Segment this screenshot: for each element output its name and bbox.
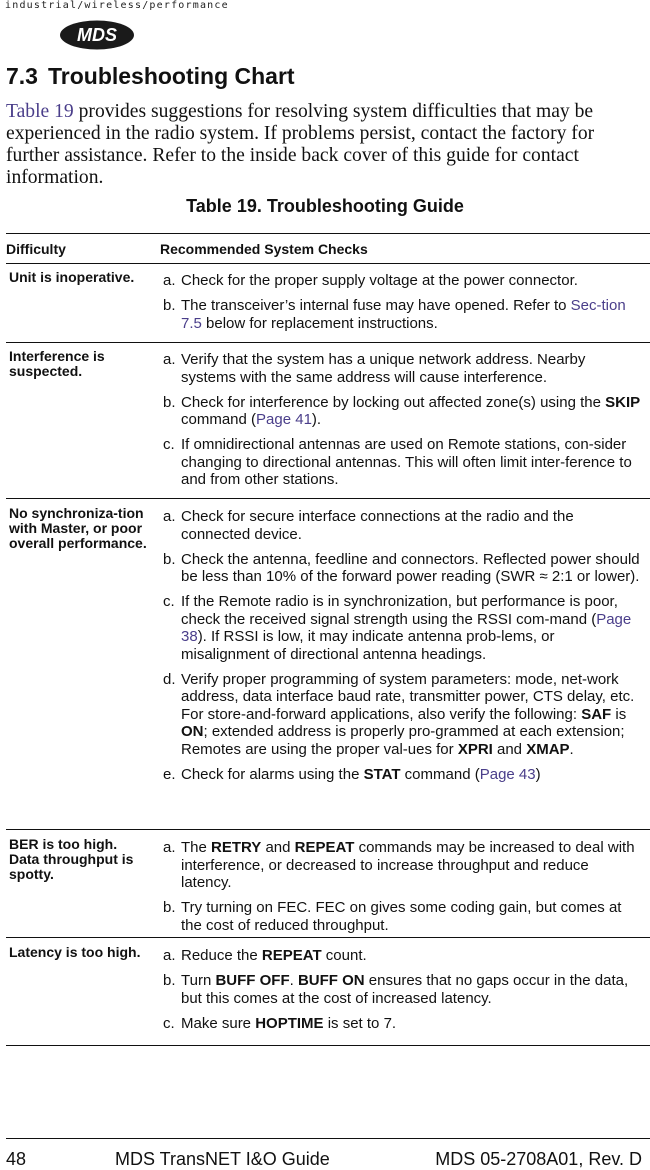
check-item <box>163 671 641 759</box>
checks-list <box>163 947 641 1040</box>
footer-rule <box>6 1138 650 1139</box>
checks-list <box>163 839 641 942</box>
check-text: commands may be increased to deal with interference, or decreased to increase throughput and reduce latency. <box>181 839 635 891</box>
check-text: . <box>569 740 574 758</box>
check-text: command ( <box>181 411 257 428</box>
cross-reference-link[interactable]: Page 43 <box>479 765 536 783</box>
check-item <box>163 394 641 429</box>
table-top-rule <box>6 233 650 234</box>
row-divider <box>6 342 650 343</box>
check-item <box>163 297 641 332</box>
check-marker: b. <box>163 972 176 989</box>
check-text: and <box>261 839 295 856</box>
check-text: Check the antenna, feedline and connectors. Reflected power should be less than 10% of the forward power reading (SWR ≈ 2:1 or lower). <box>181 550 640 585</box>
check-marker: e. <box>163 765 176 783</box>
row-divider <box>6 498 650 499</box>
check-marker: d. <box>163 670 176 688</box>
footer-doc-id: MDS 05-2708A01, Rev. D <box>435 1149 642 1169</box>
check-marker: a. <box>163 351 176 368</box>
table-caption: Table 19. Troubleshooting Guide <box>186 196 464 216</box>
command-name: XPRI <box>457 740 493 758</box>
checks-list <box>163 351 641 496</box>
footer-guide-title: MDS TransNET I&O Guide <box>115 1149 330 1169</box>
check-text: command ( <box>400 765 480 783</box>
check-item <box>163 1015 641 1033</box>
header-checks: Recommended System Checks <box>160 241 368 257</box>
command-name: REPEAT <box>294 839 355 856</box>
check-text: ). If RSSI is low, it may indicate antenna prob-lems, or misalignment of directional antenna headings. <box>181 628 555 663</box>
check-text: ) <box>535 765 541 783</box>
command-name: BUFF OFF <box>215 972 290 989</box>
command-name: STAT <box>363 765 401 783</box>
check-item <box>163 972 641 1007</box>
checks-list <box>163 508 641 791</box>
check-text: Make sure <box>181 1014 256 1032</box>
check-text: Check for alarms using the <box>181 765 364 783</box>
check-text: Check for the proper supply voltage at the power connector. <box>181 272 578 289</box>
command-name: RETRY <box>211 839 262 856</box>
check-marker: a. <box>163 947 176 964</box>
section-number: 7.3 <box>6 63 38 89</box>
check-item <box>163 351 641 386</box>
check-item <box>163 839 641 892</box>
check-text: ). <box>311 411 322 428</box>
check-text: Turn <box>181 972 216 989</box>
cross-reference-link[interactable]: Sec-tion 7.5 <box>181 297 626 332</box>
check-text: Verify proper programming of system parameters: mode, net-work address, data interface baud rate, transmitter power, CTS delay, etc. For store-and-forward applications, also verify the following: <box>181 670 635 723</box>
header-difficulty: Difficulty <box>6 241 66 257</box>
row-divider <box>6 1045 650 1046</box>
check-text: . <box>289 972 298 989</box>
difficulty-cell: Latency is too high. <box>9 944 141 960</box>
check-item <box>163 436 641 489</box>
check-marker: b. <box>163 297 176 314</box>
difficulty-cell: Interference is suspected. <box>9 348 105 379</box>
check-text: is <box>611 705 627 723</box>
check-item <box>163 593 641 663</box>
check-item <box>163 508 641 543</box>
check-text: and <box>492 740 527 758</box>
brand-tagline: industrial/wireless/performance <box>5 0 229 11</box>
row-divider <box>6 937 650 938</box>
check-marker: a. <box>163 272 176 289</box>
check-marker: a. <box>163 508 176 525</box>
check-text: Try turning on FEC. FEC on gives some coding gain, but comes at the cost of reduced throughput. <box>181 899 622 934</box>
row-divider <box>6 829 650 830</box>
check-text: Reduce the <box>181 947 262 964</box>
check-text: is set to 7. <box>323 1014 397 1032</box>
check-text: Check for secure interface connections at the radio and the connected device. <box>181 508 574 543</box>
check-marker: c. <box>163 1014 175 1032</box>
command-name: HOPTIME <box>255 1014 324 1032</box>
check-item <box>163 551 641 586</box>
intro-paragraph <box>6 101 642 189</box>
check-marker: a. <box>163 839 176 856</box>
command-name: XMAP <box>526 740 570 758</box>
cross-reference-link[interactable]: Page 41 <box>256 411 312 428</box>
check-text: below for replacement instructions. <box>201 314 438 332</box>
check-item <box>163 947 641 965</box>
footer-page-number: 48 <box>6 1149 27 1169</box>
check-text: ensures that no gaps occur in the data, but this comes at the cost of increased latency. <box>181 972 629 1007</box>
command-name: ON <box>181 723 204 740</box>
command-name: BUFF ON <box>297 972 365 989</box>
logo-text: MDS <box>77 25 117 45</box>
command-name: SAF <box>581 705 612 723</box>
cross-reference-link[interactable]: Page 38 <box>181 610 632 645</box>
check-text: ; extended address is properly pro-grammed at each extension; Remotes are using the proper val-ues for <box>181 723 625 758</box>
command-name: SKIP <box>605 393 641 411</box>
check-item <box>163 766 641 784</box>
check-item <box>163 899 641 934</box>
header-rule <box>6 263 650 264</box>
check-text: Verify that the system has a unique network address. Nearby systems with the same address will cause interference. <box>181 351 586 386</box>
difficulty-cell: BER is too high. Data throughput is spotty. <box>9 836 134 882</box>
intro-text: provides suggestions for resolving system difficulties that may be experienced in the radio system. If problems persist, contact the factory for further assistance. Refer to the inside back cover of this guide for contact information. <box>6 101 595 188</box>
check-text: If the Remote radio is in synchronization, but performance is poor, check the received signal strength using the RSSI com-mand ( <box>181 593 618 628</box>
check-text: The <box>181 839 212 856</box>
check-marker: c. <box>163 436 175 453</box>
check-text: If omnidirectional antennas are used on Remote stations, con-sider changing to directional antennas. This will often limit inter-ference to and from other stations. <box>181 436 632 488</box>
difficulty-cell: No synchroniza-tion with Master, or poor overall performance. <box>9 505 147 551</box>
check-marker: b. <box>163 393 176 411</box>
check-marker: c. <box>163 593 175 610</box>
check-text: The transceiver’s internal fuse may have opened. Refer to <box>181 297 571 314</box>
check-text: Check for interference by locking out affected zone(s) using the <box>181 393 606 411</box>
section-heading <box>6 63 295 90</box>
check-item <box>163 272 641 290</box>
check-text: count. <box>321 947 367 964</box>
check-marker: b. <box>163 550 176 568</box>
table-19-link[interactable]: Table 19 <box>6 101 74 122</box>
mds-logo <box>58 18 136 52</box>
command-name: REPEAT <box>261 947 322 964</box>
section-title: Troubleshooting Chart <box>47 63 295 89</box>
difficulty-cell: Unit is inoperative. <box>9 269 135 285</box>
checks-list <box>163 272 641 340</box>
check-marker: b. <box>163 899 176 916</box>
